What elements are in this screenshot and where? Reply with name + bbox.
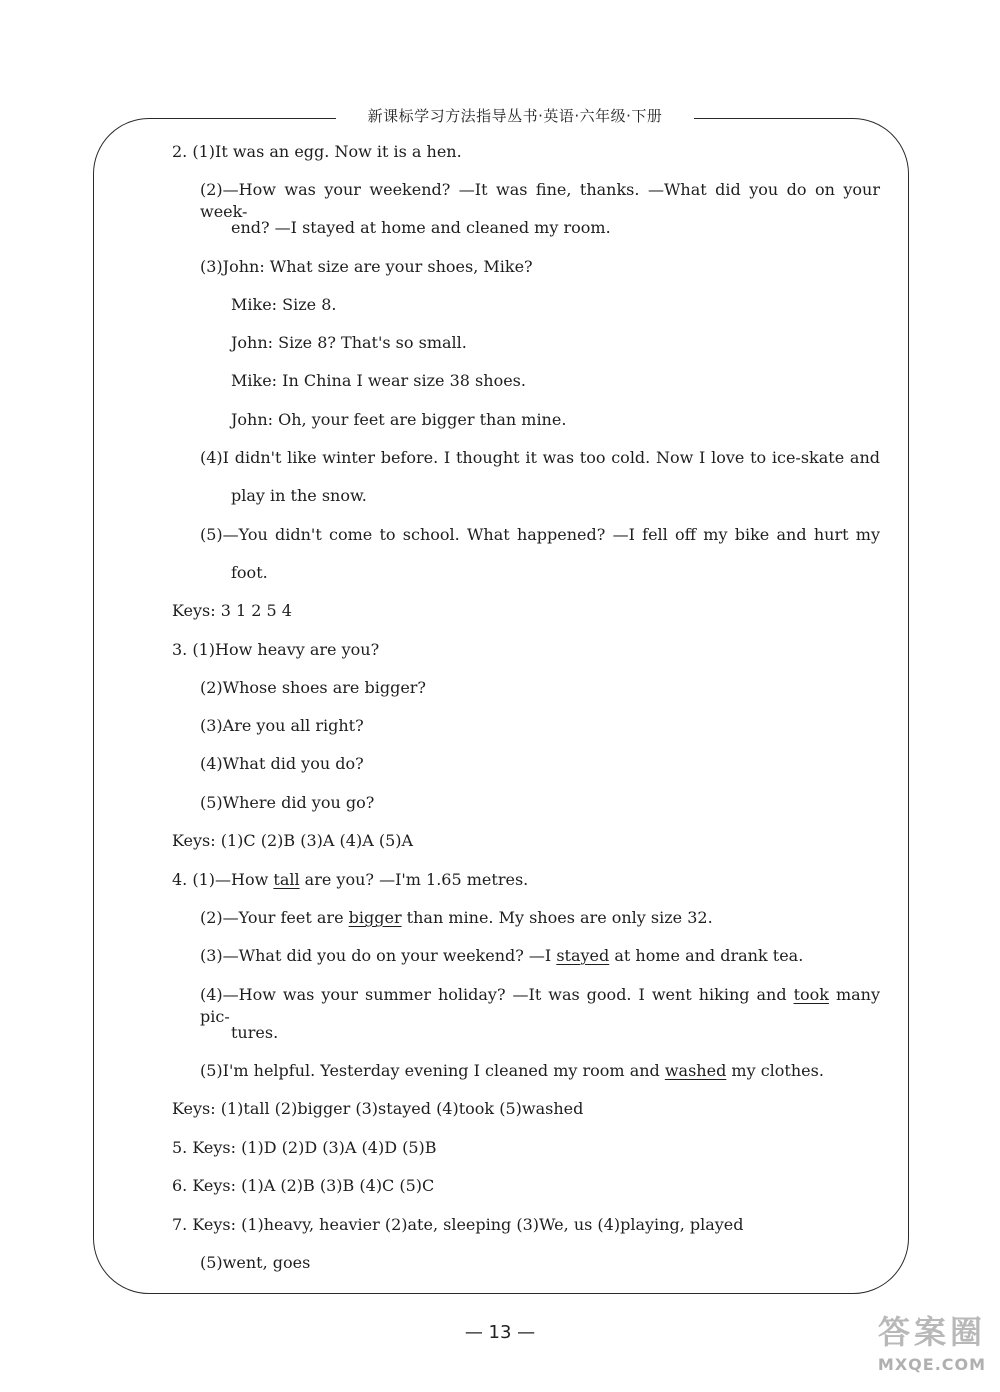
- q4-item-3-before: (3)—What did you do on your weekend? —I: [200, 946, 557, 965]
- q4-item-1-answer: tall: [273, 870, 300, 889]
- q4-item-5-answer: washed: [664, 1061, 727, 1080]
- q6-keys: 6. Keys: (1)A (2)B (3)B (4)C (5)C: [172, 1176, 435, 1195]
- q2-item-2-line-2: end? —I stayed at home and cleaned my room.: [231, 218, 611, 237]
- q2-item-3-line-1: (3)John: What size are your shoes, Mike?: [200, 257, 533, 276]
- q4-item-3-after: at home and drank tea.: [609, 946, 804, 965]
- q4-item-4-after: many pic-: [200, 985, 880, 1026]
- q4-item-4-line-1: [200, 984, 880, 1028]
- q3-item-5: (5)Where did you go?: [200, 793, 375, 812]
- q3-item-3: (3)Are you all right?: [200, 716, 364, 735]
- q2-item-1: [172, 141, 462, 163]
- q4-item-4-line-2: tures.: [231, 1023, 279, 1042]
- q2-item-3-line-4: Mike: In China I wear size 38 shoes.: [231, 371, 526, 390]
- q4-item-4-answer: took: [793, 985, 829, 1004]
- q4-item-1-before: (1)—How: [192, 870, 274, 889]
- watermark-domain: MXQE.COM: [877, 1355, 987, 1374]
- q3-keys: Keys: (1)C (2)B (3)A (4)A (5)A: [172, 831, 414, 850]
- q2-number: 2.: [172, 142, 193, 161]
- q4-item-1: [172, 869, 528, 891]
- q4-item-2-after: than mine. My shoes are only size 32.: [401, 908, 713, 927]
- q3-item-1-text: (1)How heavy are you?: [192, 640, 380, 659]
- q4-item-3: [200, 945, 803, 967]
- q4-item-2-answer: bigger: [348, 908, 402, 927]
- q3-item-2: (2)Whose shoes are bigger?: [200, 678, 427, 697]
- q2-keys: Keys: 3 1 2 5 4: [172, 601, 292, 620]
- q4-item-5-after: my clothes.: [726, 1061, 824, 1080]
- q4-item-5: [200, 1060, 824, 1082]
- q7-keys-line-1: 7. Keys: (1)heavy, heavier (2)ate, sleeping (3)We, us (4)playing, played: [172, 1215, 744, 1234]
- q2-item-5-line-2: foot.: [231, 563, 268, 582]
- q2-item-4-line-1: (4)I didn't like winter before. I thought it was too cold. Now I love to ice-skate and: [200, 448, 880, 467]
- q4-item-5-before: (5)I'm helpful. Yesterday evening I cleaned my room and: [200, 1061, 665, 1080]
- watermark-logo: [870, 1310, 994, 1388]
- watermark-title: 答案圈: [877, 1313, 986, 1351]
- q2-item-2-line-1: (2)—How was your weekend? —It was fine, thanks. —What did you do on your week-: [200, 180, 880, 221]
- q3-item-1: [172, 639, 379, 661]
- q5-keys: 5. Keys: (1)D (2)D (3)A (4)D (5)B: [172, 1138, 437, 1157]
- running-header: 新课标学习方法指导丛书·英语·六年级·下册: [336, 104, 694, 128]
- q2-item-3-line-2: Mike: Size 8.: [231, 295, 337, 314]
- q4-item-3-answer: stayed: [556, 946, 610, 965]
- q7-keys-line-2: (5)went, goes: [200, 1253, 311, 1272]
- q2-item-3-line-3: John: Size 8? That's so small.: [231, 333, 467, 352]
- q4-item-4-before: (4)—How was your summer holiday? —It was good. I went hiking and: [200, 985, 794, 1004]
- q3-item-4: (4)What did you do?: [200, 754, 364, 773]
- q2-item-1-text: (1)It was an egg. Now it is a hen.: [192, 142, 462, 161]
- page-number: — 13 —: [464, 1322, 536, 1343]
- q2-item-4-line-2: play in the snow.: [231, 486, 367, 505]
- q4-item-1-after: are you? —I'm 1.65 metres.: [299, 870, 529, 889]
- q2-item-5-line-1: (5)—You didn't come to school. What happened? —I fell off my bike and hurt my: [200, 525, 880, 544]
- q4-keys: Keys: (1)tall (2)bigger (3)stayed (4)took (5)washed: [172, 1099, 584, 1118]
- q3-number: 3.: [172, 640, 193, 659]
- q4-item-2: [200, 907, 713, 929]
- q4-number: 4.: [172, 870, 193, 889]
- q4-item-2-before: (2)—Your feet are: [200, 908, 349, 927]
- q2-item-3-line-5: John: Oh, your feet are bigger than mine.: [231, 410, 567, 429]
